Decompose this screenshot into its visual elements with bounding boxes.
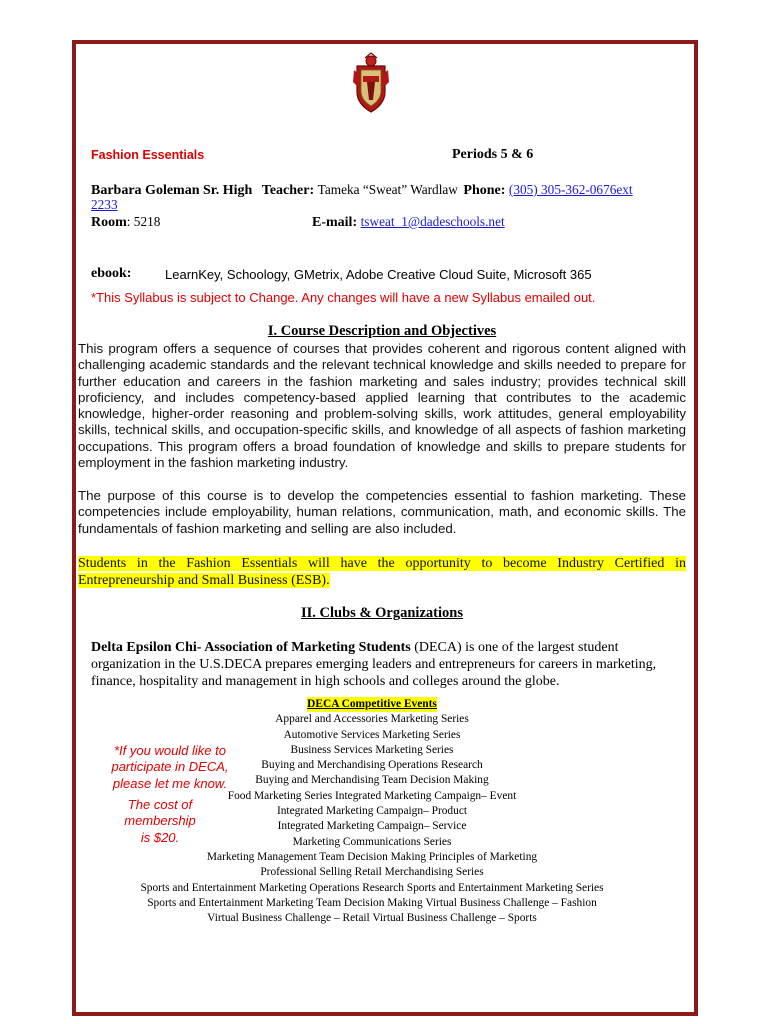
event-item: Virtual Business Challenge – Retail Virtual Business Challenge – Sports (207, 912, 537, 925)
deca-intro-line1 (91, 640, 618, 656)
event-item: Integrated Marketing Campaign– Product (276, 805, 468, 818)
contact-line (91, 182, 633, 199)
room-line (91, 214, 160, 231)
school-crest-logo (351, 52, 391, 114)
section-2-title: II. Clubs & Organizations (301, 605, 463, 621)
room-number: : 5218 (126, 214, 161, 229)
join-note-line: participate in DECA, (111, 759, 229, 775)
deca-events-title: DECA Competitive Events (307, 697, 437, 712)
syllabus-notice: *This Syllabus is subject to Change. Any changes will have a new Syllabus emailed out. (91, 290, 596, 305)
periods: Periods 5 & 6 (452, 147, 534, 162)
section-1-title: I. Course Description and Objectives (267, 323, 497, 339)
teacher-name: Tameka “Sweat” Wardlaw (317, 182, 458, 197)
join-note-line: *If you would like to (113, 743, 226, 758)
course-purpose: The purpose of this course is to develop the competencies essential to fashion marketing. These competencies include employability, human relations, communication, math, and economic skills. The fundamentals of fashion marketing and selling are also included. (78, 488, 686, 536)
phone-link-ext[interactable]: 2233 (91, 197, 118, 212)
event-item: Sports and Entertainment Marketing Operations Research Sports and Entertainment Marketing Series (140, 881, 604, 894)
event-item: Business Services Marketing Series (290, 743, 454, 756)
room-label: Room (91, 215, 127, 230)
event-item: Sports and Entertainment Marketing Team Decision Making Virtual Business Challenge – Fashion (147, 896, 597, 909)
course-description: This program offers a sequence of courses that provides coherent and rigorous content aligned with challenging academic standards and the relevant technical knowledge and skills needed to prepare for further education and careers in the fashion marketing and sales industry; provides technical skill proficiency, and includes competency-based applied learning that contributes to the academic knowledge, higher-order reasoning and problem-solving skills, work attitudes, general employability skills, technical skills, and occupation-specific skills, and knowledge of all aspects of fashion marketing occupations. This program offers a broad foundation of knowledge and skills to prepare students for employment in the fashion marketing industry. (78, 341, 686, 471)
deca-name: Delta Epsilon Chi- Association of Marketing Students (91, 640, 411, 655)
event-item: Integrated Marketing Campaign– Service (277, 820, 467, 833)
event-item: Marketing Management Team Decision Making Principles of Marketing (206, 850, 538, 863)
cost-note-line: The cost of (127, 797, 193, 812)
event-item: Food Marketing Series Integrated Marketing Campaign– Event (227, 789, 517, 802)
join-note-line: please let me know. (112, 775, 228, 791)
email-line (312, 214, 505, 231)
cost-note-line: membership (124, 813, 196, 829)
ebook-resources: LearnKey, Schoology, GMetrix, Adobe Creative Cloud Suite, Microsoft 365 (165, 267, 592, 282)
deca-intro-line2: organization in the U.S.DECA prepares emerging leaders and entrepreneurs for careers in marketing, (91, 657, 657, 672)
deca-cost-note (80, 797, 240, 846)
ebook-label: ebook: (91, 266, 132, 281)
email-link[interactable]: tsweat_1@dadeschools.net (360, 214, 505, 229)
cost-note-line: is $20. (140, 829, 180, 845)
deca-intro-line3: finance, hospitality and management in high schools and colleges around the globe. (91, 674, 560, 689)
phone-label: Phone: (463, 183, 506, 198)
event-item: Automotive Services Marketing Series (283, 728, 461, 741)
deca-join-note (90, 743, 250, 792)
phone-link[interactable]: (305) 305-362-0676ext (508, 182, 633, 197)
event-item: Professional Selling Retail Merchandising Series (260, 866, 484, 879)
certification-note (78, 555, 686, 589)
course-title: Fashion Essentials (91, 148, 205, 162)
email-label: E-mail: (312, 215, 358, 230)
teacher-label: Teacher: (261, 183, 315, 198)
deca-intro-rest: (DECA) is one of the largest student (410, 640, 619, 655)
certification-highlight: Students in the Fashion Essentials will have the opportunity to become Industry Certified in Entrepreneurship and Small Business (ESB). (78, 556, 686, 588)
event-item: Marketing Communications Series (292, 835, 452, 848)
event-item: Apparel and Accessories Marketing Series (275, 713, 469, 726)
event-item: Buying and Merchandising Team Decision Making (255, 774, 489, 787)
event-item: Buying and Merchandising Operations Research (261, 759, 483, 772)
school-name: Barbara Goleman Sr. High (91, 183, 253, 198)
